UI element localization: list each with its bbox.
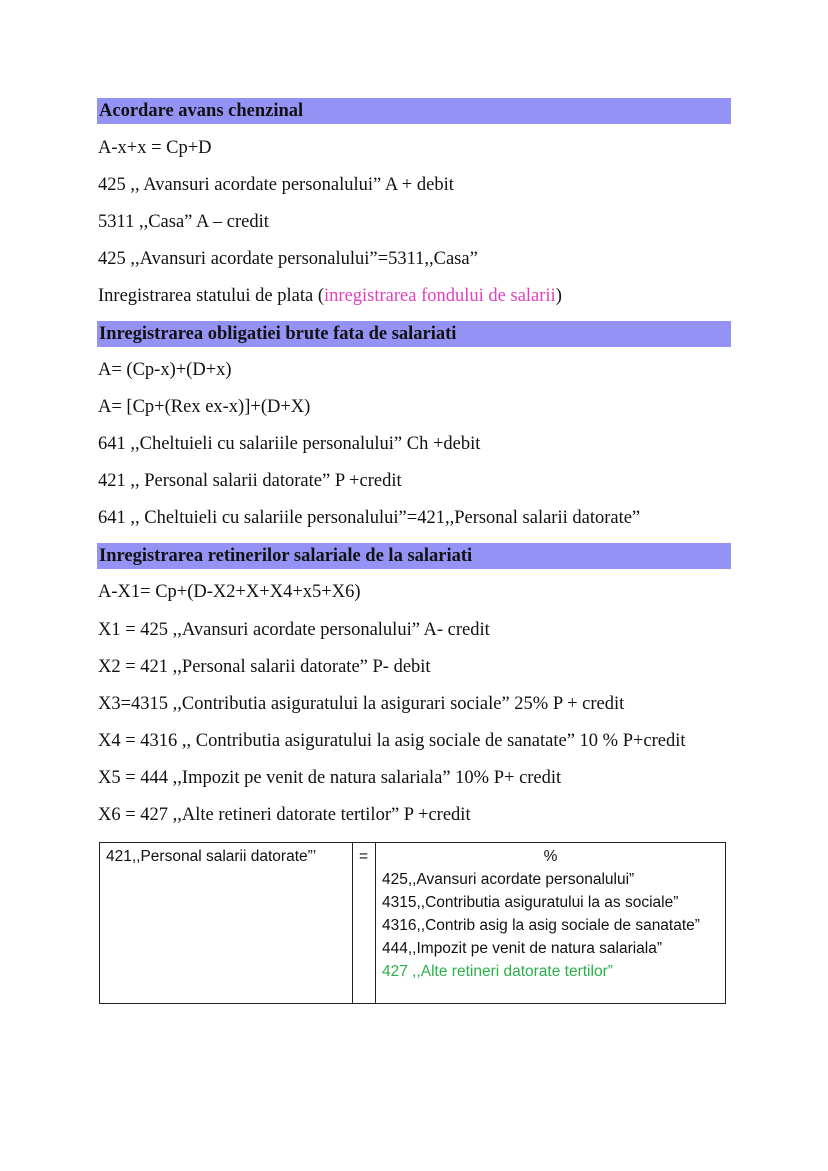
note-text: Inregistrarea statului de plata ( — [98, 286, 325, 306]
note-end: ) — [555, 286, 562, 306]
text-line: 425 ,,Avansuri acordate personalului”=5311,,Casa” — [98, 249, 478, 269]
credit-accounts — [376, 843, 726, 1004]
debit-account: 421,,Personal salarii datorate”’ — [100, 843, 353, 1004]
credit-account: 425,,Avansuri acordate personalului” — [382, 871, 635, 888]
text-line: 5311 ,,Casa” A – credit — [98, 212, 269, 232]
accounting-entry-table — [99, 842, 726, 1004]
note-line — [98, 285, 562, 307]
text-line: 421 ,, Personal salarii datorate” P +credit — [98, 471, 402, 491]
text-line: X1 = 425 ,,Avansuri acordate personalului” A- credit — [98, 620, 490, 640]
text-line: A= (Cp-x)+(D+x) — [98, 360, 232, 380]
text-line: X3=4315 ,,Contributia asiguratului la asigurari sociale” 25% P + credit — [98, 694, 625, 714]
section-heading: Inregistrarea retinerilor salariale de la salariati — [97, 543, 731, 569]
section-heading: Inregistrarea obligatiei brute fata de salariati — [97, 321, 731, 347]
text-line: A-X1= Cp+(D-X2+X+X4+x5+X6) — [98, 582, 361, 602]
text-line: 641 ,, Cheltuieli cu salariile personalului”=421,,Personal salarii datorate” — [98, 508, 641, 528]
credit-account-highlight: 427 ,,Alte retineri datorate tertilor” — [382, 963, 613, 980]
text-line: X5 = 444 ,,Impozit pe venit de natura salariala” 10% P+ credit — [98, 768, 562, 788]
equals-sign: = — [353, 843, 376, 1004]
text-line: A= [Cp+(Rex ex-x)]+(D+X) — [98, 397, 311, 417]
credit-account: 4316,,Contrib asig la asig sociale de sanatate” — [382, 917, 700, 934]
text-line: 425 ,, Avansuri acordate personalului” A + debit — [98, 175, 454, 195]
text-line: X6 = 427 ,,Alte retineri datorate tertilor” P +credit — [98, 805, 471, 825]
text-line: A-x+x = Cp+D — [98, 138, 212, 158]
credit-account: 444,,Impozit pe venit de natura salariala” — [382, 940, 663, 957]
text-line: 641 ,,Cheltuieli cu salariile personalului” Ch +debit — [98, 434, 481, 454]
text-line: X4 = 4316 ,, Contributia asiguratului la asig sociale de sanatate” 10 % P+credit — [98, 731, 686, 751]
text-line: X2 = 421 ,,Personal salarii datorate” P- debit — [98, 657, 431, 677]
note-highlight: inregistrarea fondului de salarii — [324, 286, 556, 306]
credit-account: 4315,,Contributia asiguratului la as sociale” — [382, 894, 679, 911]
percent-sign: % — [543, 848, 558, 865]
section-heading: Acordare avans chenzinal — [97, 98, 731, 124]
